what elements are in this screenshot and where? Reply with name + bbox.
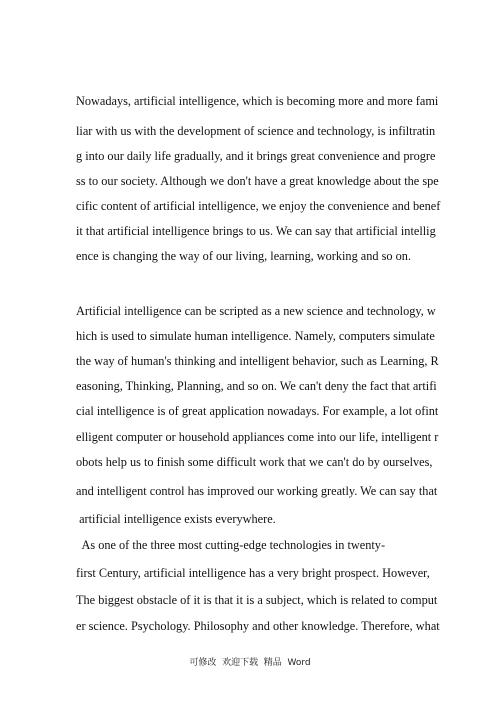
paragraph-3-line-4: er science. Psychology. Philosophy and other knowledge. Therefore, what [76, 619, 440, 633]
paragraph-2-line-1: Artificial intelligence can be scripted as a new science and technology, w [76, 304, 436, 318]
paragraph-2-line-8: and intelligent control has improved our working greatly. We can say that [76, 484, 438, 498]
paragraph-2-line-6: elligent computer or household appliances come into our life, intelligent r [76, 430, 439, 444]
paragraph-2-line-4: easoning, Thinking, Planning, and so on. We can't deny the fact that artifi [76, 379, 437, 393]
paragraph-1-line-6: it that artificial intelligence brings to us. We can say that artificial intellig [76, 224, 436, 238]
paragraph-1-line-5: cific content of artificial intelligence, we enjoy the convenience and benef [76, 199, 441, 213]
paragraph-2-line-2: hich is used to simulate human intelligence. Namely, computers simulate [76, 329, 435, 343]
paragraph-3-line-3: The biggest obstacle of it is that it is a subject, which is related to comput [76, 593, 438, 607]
paragraph-2-line-3: the way of human's thinking and intelligent behavior, such as Learning, R [76, 354, 439, 368]
paragraph-1-line-7: ence is changing the way of our living, learning, working and so on. [76, 249, 412, 263]
footer-text: 可修改 欢迎下载 精品 Word [189, 658, 311, 668]
paragraph-3-line-2: first Century, artificial intelligence has a very bright prospect. However, [76, 566, 430, 580]
page-footer [0, 655, 500, 668]
paragraph-2-line-9: artificial intelligence exists everywhere. [76, 512, 276, 526]
paragraph-1-line-1: Nowadays, artificial intelligence, which is becoming more and more fami [76, 94, 439, 108]
paragraph-2-line-7: obots help us to finish some difficult work that we can't do by ourselves, [76, 455, 433, 469]
paragraph-1-line-3: g into our daily life gradually, and it brings great convenience and progre [76, 149, 436, 163]
paragraph-3-line-1: As one of the three most cutting-edge technologies in twenty- [76, 538, 386, 552]
paragraph-2-line-5: cial intelligence is of great application nowadays. For example, a lot ofint [76, 404, 439, 418]
paragraph-1-line-2: liar with us with the development of science and technology, is infiltratin [76, 124, 436, 138]
paragraph-1-line-4: ss to our society. Although we don't have a great knowledge about the spe [76, 174, 439, 188]
